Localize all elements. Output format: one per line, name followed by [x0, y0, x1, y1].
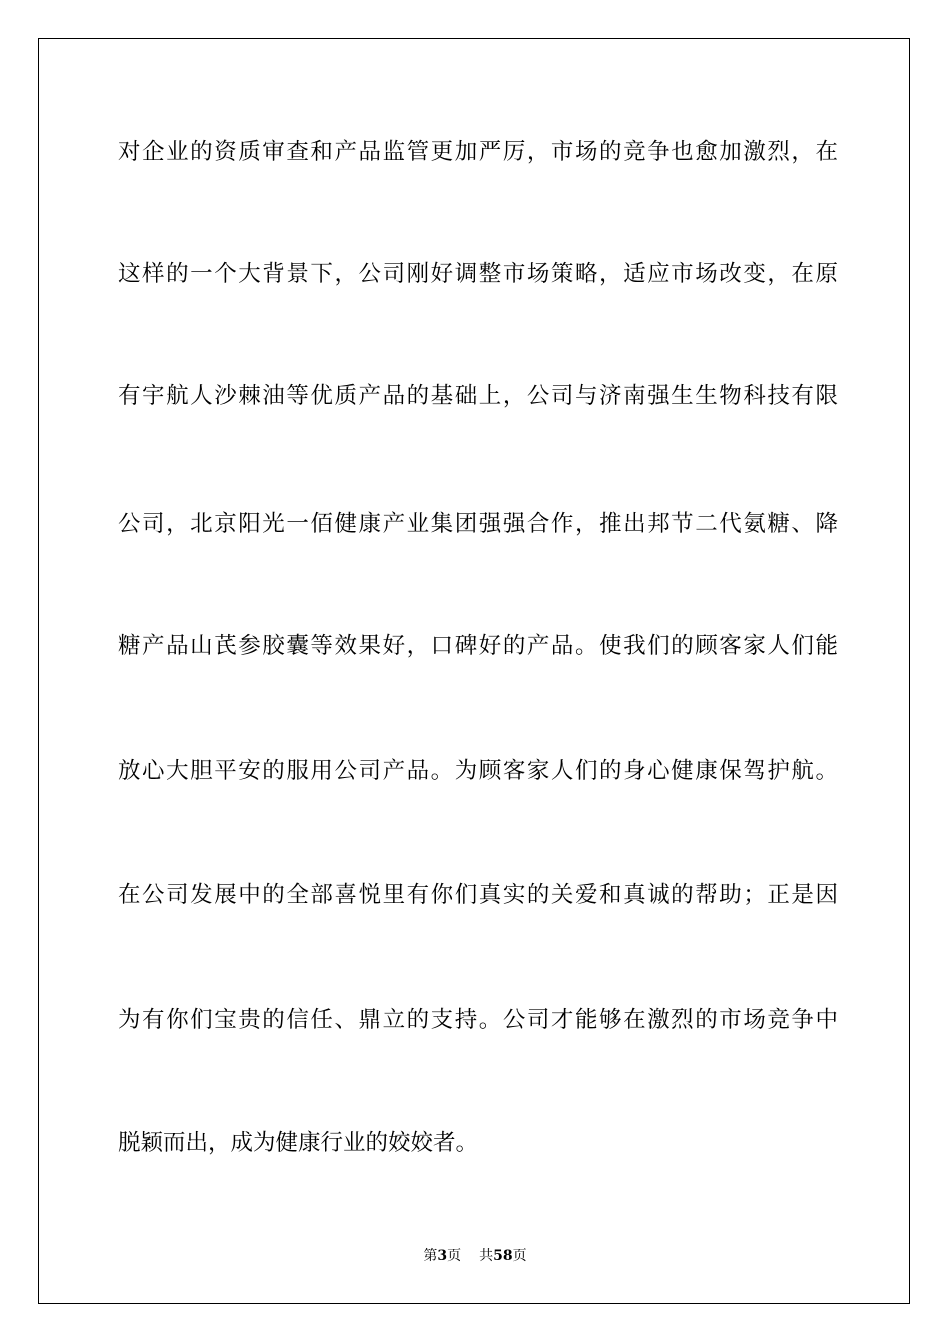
total-pages: 58: [493, 1248, 513, 1264]
page-prefix: 第: [423, 1248, 438, 1264]
text-line-2: 这样的一个大背景下，公司刚好调整市场策略，适应市场改变，在原: [118, 261, 838, 287]
total-suffix: 页: [512, 1248, 527, 1264]
page-footer: [0, 1247, 950, 1265]
text-line-9: 脱颖而出，成为健康行业的姣姣者。: [118, 1130, 479, 1156]
page-number: 3: [437, 1248, 448, 1264]
text-line-4: 公司，北京阳光一佰健康产业集团强强合作，推出邦节二代氨糖、降: [118, 511, 838, 537]
text-line-8: 为有你们宝贵的信任、鼎立的支持。公司才能够在激烈的市场竞争中: [118, 1007, 838, 1033]
text-line-6: 放心大胆平安的服用公司产品。为顾客家人们的身心健康保驾护航。: [118, 758, 838, 784]
text-line-5: 糖产品山芪参胶囊等效果好，口碑好的产品。使我们的顾客家人们能: [118, 633, 838, 659]
text-line-3: 有宇航人沙棘油等优质产品的基础上，公司与济南强生生物科技有限: [118, 383, 838, 409]
text-line-7: 在公司发展中的全部喜悦里有你们真实的关爱和真诚的帮助；正是因: [118, 882, 838, 908]
total-prefix: 共: [479, 1248, 494, 1264]
page-suffix: 页: [447, 1248, 462, 1264]
text-line-1: 对企业的资质审查和产品监管更加严厉，市场的竞争也愈加激烈，在: [118, 139, 838, 165]
page-border: [38, 38, 910, 1304]
